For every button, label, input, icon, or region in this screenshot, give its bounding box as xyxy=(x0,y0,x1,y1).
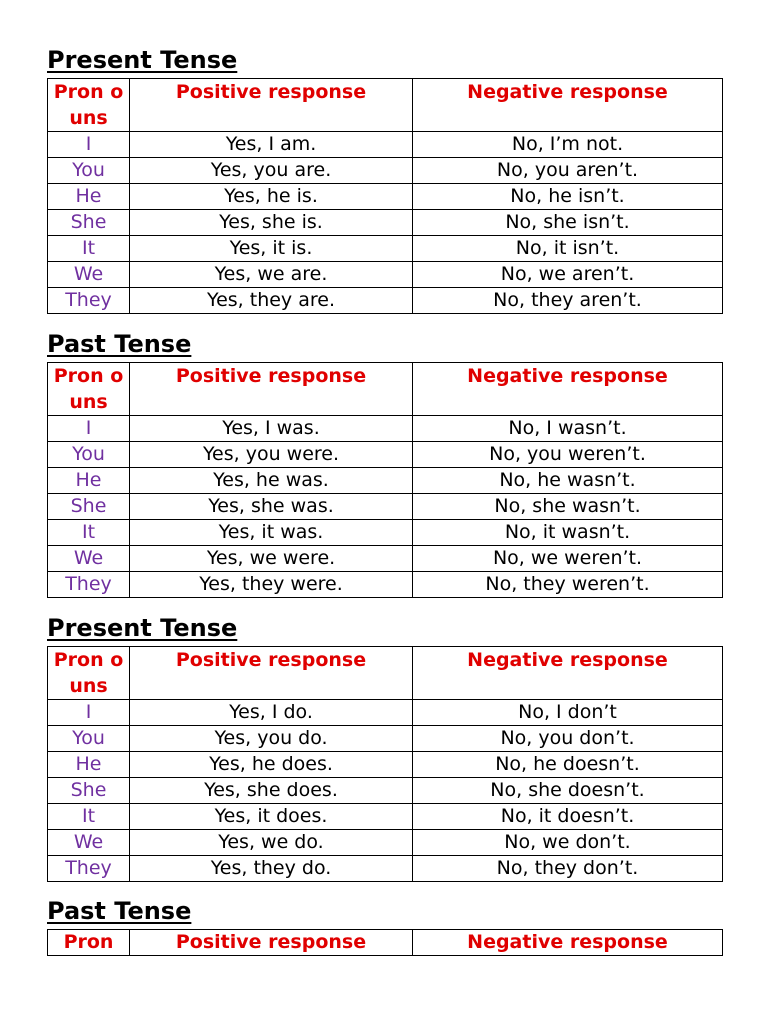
pronoun-cell: They xyxy=(48,572,130,598)
table-header-row xyxy=(48,647,723,700)
positive-cell: Yes, we are. xyxy=(130,262,413,288)
pronoun-cell: It xyxy=(48,236,130,262)
section-title: Present Tense xyxy=(47,614,238,642)
negative-cell: No, I don’t xyxy=(413,700,723,726)
positive-cell: Yes, I was. xyxy=(130,416,413,442)
positive-cell: Yes, she was. xyxy=(130,494,413,520)
table-row xyxy=(48,468,723,494)
header-pronouns: Pron ouns xyxy=(48,647,130,700)
pronoun-cell: She xyxy=(48,210,130,236)
table-row xyxy=(48,442,723,468)
negative-cell: No, he isn’t. xyxy=(413,184,723,210)
positive-cell: Yes, she is. xyxy=(130,210,413,236)
table-row xyxy=(48,856,723,882)
pronoun-cell: She xyxy=(48,778,130,804)
negative-cell: No, it wasn’t. xyxy=(413,520,723,546)
pronoun-cell: They xyxy=(48,288,130,314)
negative-cell: No, they aren’t. xyxy=(413,288,723,314)
table-row xyxy=(48,572,723,598)
pronoun-cell: He xyxy=(48,184,130,210)
table-row xyxy=(48,288,723,314)
positive-cell: Yes, it does. xyxy=(130,804,413,830)
table-row xyxy=(48,494,723,520)
negative-cell: No, I wasn’t. xyxy=(413,416,723,442)
pronoun-cell: We xyxy=(48,830,130,856)
negative-cell: No, they weren’t. xyxy=(413,572,723,598)
pronoun-cell: She xyxy=(48,494,130,520)
negative-cell: No, we aren’t. xyxy=(413,262,723,288)
negative-cell: No, we don’t. xyxy=(413,830,723,856)
negative-cell: No, I’m not. xyxy=(413,132,723,158)
pronoun-cell: We xyxy=(48,546,130,572)
pronoun-cell: It xyxy=(48,520,130,546)
table-row xyxy=(48,416,723,442)
section-title: Past Tense xyxy=(47,897,192,925)
table-row xyxy=(48,700,723,726)
negative-cell: No, it doesn’t. xyxy=(413,804,723,830)
positive-cell: Yes, it is. xyxy=(130,236,413,262)
header-negative: Negative response xyxy=(413,363,723,416)
positive-cell: Yes, we were. xyxy=(130,546,413,572)
table-row xyxy=(48,830,723,856)
table-row xyxy=(48,158,723,184)
negative-cell: No, she isn’t. xyxy=(413,210,723,236)
negative-cell: No, he wasn’t. xyxy=(413,468,723,494)
header-pronouns: Pron ouns xyxy=(48,363,130,416)
positive-cell: Yes, they are. xyxy=(130,288,413,314)
header-positive: Positive response xyxy=(130,79,413,132)
table-header-row xyxy=(48,79,723,132)
positive-cell: Yes, he was. xyxy=(130,468,413,494)
section-title: Past Tense xyxy=(47,330,192,358)
table-row xyxy=(48,778,723,804)
negative-cell: No, they don’t. xyxy=(413,856,723,882)
conjugation-table xyxy=(47,646,723,882)
header-pronouns: Pron xyxy=(48,930,130,956)
positive-cell: Yes, it was. xyxy=(130,520,413,546)
negative-cell: No, she doesn’t. xyxy=(413,778,723,804)
header-positive: Positive response xyxy=(130,647,413,700)
pronoun-cell: They xyxy=(48,856,130,882)
positive-cell: Yes, we do. xyxy=(130,830,413,856)
negative-cell: No, you don’t. xyxy=(413,726,723,752)
header-positive: Positive response xyxy=(130,363,413,416)
negative-cell: No, we weren’t. xyxy=(413,546,723,572)
negative-cell: No, you aren’t. xyxy=(413,158,723,184)
pronoun-cell: You xyxy=(48,726,130,752)
conjugation-table xyxy=(47,78,723,314)
section-title: Present Tense xyxy=(47,46,238,74)
pronoun-cell: You xyxy=(48,442,130,468)
table-row xyxy=(48,520,723,546)
table-row xyxy=(48,236,723,262)
pronoun-cell: It xyxy=(48,804,130,830)
positive-cell: Yes, he is. xyxy=(130,184,413,210)
pronoun-cell: He xyxy=(48,468,130,494)
positive-cell: Yes, you do. xyxy=(130,726,413,752)
header-negative: Negative response xyxy=(413,79,723,132)
table-header-row xyxy=(48,363,723,416)
positive-cell: Yes, he does. xyxy=(130,752,413,778)
header-negative: Negative response xyxy=(413,930,723,956)
pronoun-cell: You xyxy=(48,158,130,184)
conjugation-table xyxy=(47,362,723,598)
conjugation-table xyxy=(47,929,723,956)
pronoun-cell: I xyxy=(48,416,130,442)
positive-cell: Yes, you were. xyxy=(130,442,413,468)
positive-cell: Yes, you are. xyxy=(130,158,413,184)
table-row xyxy=(48,546,723,572)
table-row xyxy=(48,184,723,210)
pronoun-cell: I xyxy=(48,132,130,158)
positive-cell: Yes, she does. xyxy=(130,778,413,804)
table-header-row xyxy=(48,930,723,956)
positive-cell: Yes, I do. xyxy=(130,700,413,726)
positive-cell: Yes, I am. xyxy=(130,132,413,158)
header-negative: Negative response xyxy=(413,647,723,700)
table-row xyxy=(48,804,723,830)
negative-cell: No, you weren’t. xyxy=(413,442,723,468)
pronoun-cell: He xyxy=(48,752,130,778)
negative-cell: No, she wasn’t. xyxy=(413,494,723,520)
table-row xyxy=(48,210,723,236)
pronoun-cell: We xyxy=(48,262,130,288)
table-row xyxy=(48,262,723,288)
table-row xyxy=(48,752,723,778)
negative-cell: No, it isn’t. xyxy=(413,236,723,262)
positive-cell: Yes, they do. xyxy=(130,856,413,882)
table-row xyxy=(48,726,723,752)
positive-cell: Yes, they were. xyxy=(130,572,413,598)
pronoun-cell: I xyxy=(48,700,130,726)
header-positive: Positive response xyxy=(130,930,413,956)
header-pronouns: Pron ouns xyxy=(48,79,130,132)
table-row xyxy=(48,132,723,158)
negative-cell: No, he doesn’t. xyxy=(413,752,723,778)
